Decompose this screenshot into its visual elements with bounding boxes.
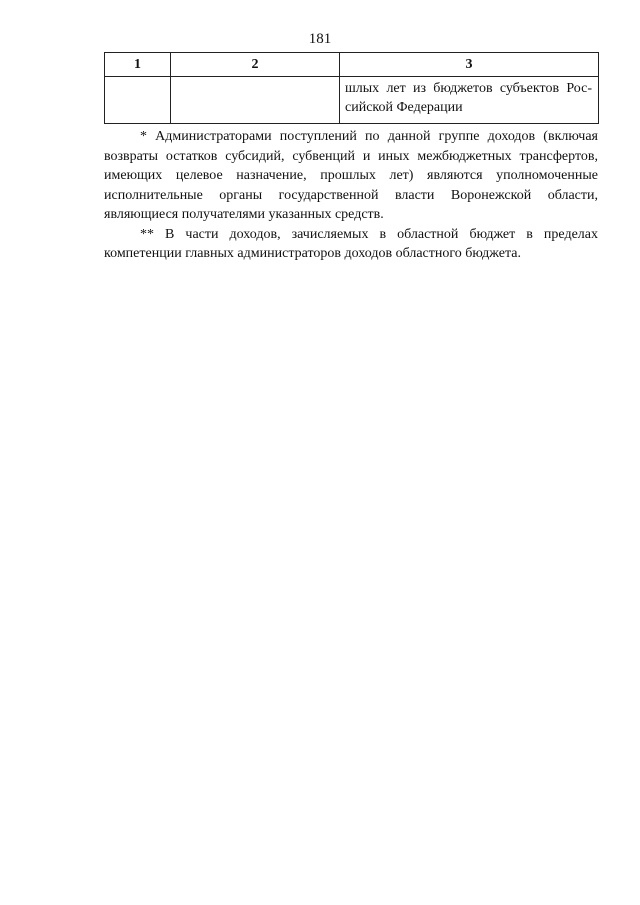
table-header-row — [105, 53, 599, 77]
column-header-2: 2 — [171, 53, 340, 77]
footnotes — [104, 127, 598, 264]
column-header-1: 1 — [105, 53, 171, 77]
table-row — [105, 77, 599, 124]
column-header-3: 3 — [340, 53, 599, 77]
footnote-administrators: * Администраторами поступлений по данной группе доходов (включая возвраты остатков субсидий, субвенций и иных межбюджетных трансфертов, имеющих целевое назначение, прошлых лет) являются уполномоченные исполнительные органы государственной власти Воронежской области, являющиеся получателями указанных средств. — [104, 129, 598, 222]
footnote-regional-budget: ** В части доходов, зачисляемых в областной бюджет в пределах компетенции главных администраторов доходов областного бюджета. — [104, 226, 598, 261]
budget-table — [104, 52, 599, 124]
table-cell-col2 — [171, 77, 340, 124]
page-number: 181 — [308, 31, 332, 47]
table-cell-col1 — [105, 77, 171, 124]
table-cell-col3: шлых лет из бюджетов субъектов Российской Федерации — [340, 77, 599, 124]
